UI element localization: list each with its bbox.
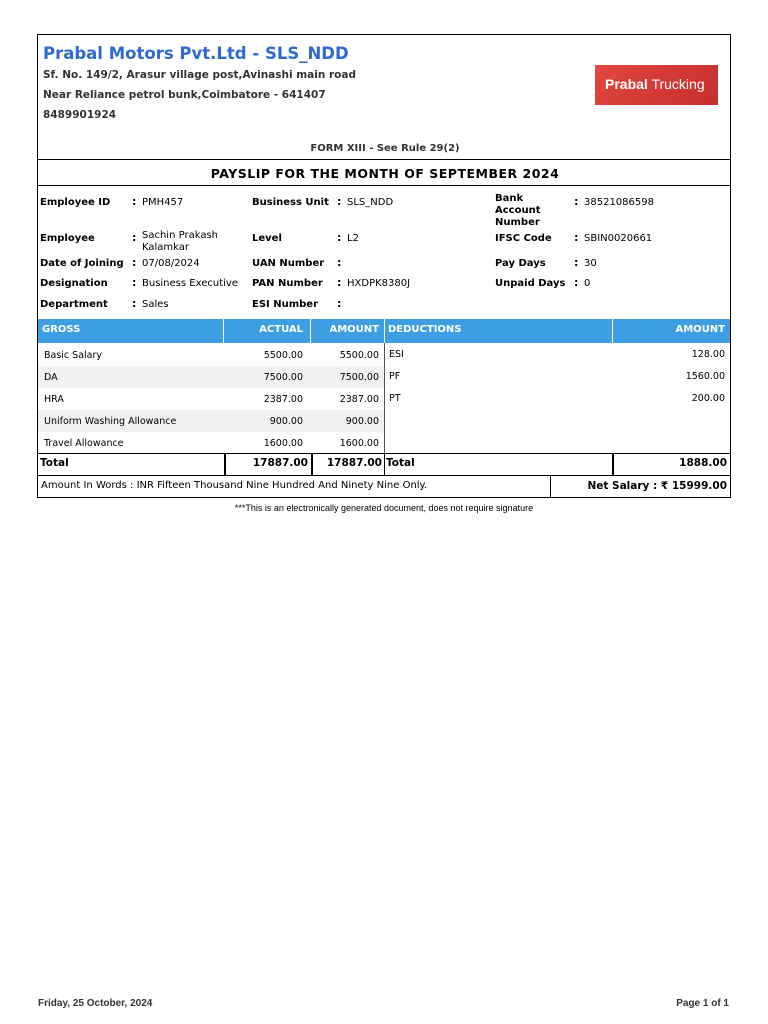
earning-actual: 900.00 [269, 416, 303, 427]
deduction-amount: 1560.00 [685, 371, 725, 382]
logo-text-prabal: Prabal [605, 76, 648, 92]
department-value: Sales [142, 299, 169, 310]
company-name: Prabal Motors Pvt.Ltd - SLS_NDD [43, 44, 349, 63]
payslip-title: PAYSLIP FOR THE MONTH OF SEPTEMBER 2024 [210, 166, 560, 181]
logo-text-trucking: Trucking [647, 76, 705, 92]
table-row [385, 388, 730, 410]
salary-table-header [38, 319, 730, 343]
company-logo [595, 65, 718, 105]
amount-header: AMOUNT [329, 324, 379, 335]
earning-actual: 5500.00 [263, 350, 303, 361]
earning-actual: 1600.00 [263, 438, 303, 449]
divider [38, 185, 730, 186]
designation-label: Designation [40, 278, 108, 289]
totals-row [38, 453, 730, 476]
deduction-name: ESI [389, 349, 404, 360]
colon: : [337, 195, 342, 208]
earning-amount: 5500.00 [339, 350, 379, 361]
earning-amount: 2387.00 [339, 394, 379, 405]
footer-date: Friday, 25 October, 2024 [38, 998, 153, 1009]
business-unit-value: SLS_NDD [347, 197, 394, 208]
colon: : [574, 276, 579, 289]
payslip-sheet [37, 34, 731, 498]
pan-number-value: HXDPK8380J [347, 278, 411, 289]
earning-amount: 1600.00 [339, 438, 379, 449]
earning-amount: 900.00 [345, 416, 379, 427]
employee-name-label: Employee [40, 233, 95, 244]
deductions-header: DEDUCTIONS [388, 324, 462, 335]
date-of-joining-value: 07/08/2024 [142, 258, 200, 269]
table-row [385, 344, 730, 366]
unpaid-days-label: Unpaid Days [495, 278, 566, 289]
business-unit-label: Business Unit [252, 197, 329, 208]
table-row [385, 366, 730, 388]
colon: : [132, 256, 137, 269]
net-salary: Net Salary : ₹ 15999.00 [587, 480, 727, 492]
employee-name-line2: Kalamkar [142, 242, 190, 253]
deduction-name: PT [389, 393, 401, 404]
earning-name: DA [44, 372, 58, 383]
ifsc-code-label: IFSC Code [495, 233, 552, 244]
deduction-amount: 128.00 [691, 349, 725, 360]
bank-account-label-line3: Number [495, 217, 540, 228]
colon: : [337, 256, 342, 269]
pay-days-value: 30 [584, 258, 597, 269]
ifsc-code-value: SBIN0020661 [584, 233, 653, 244]
table-row [38, 344, 384, 366]
bank-account-value: 38521086598 [584, 197, 654, 208]
employee-id-label: Employee ID [40, 197, 111, 208]
earnings-total-actual: 17887.00 [252, 457, 308, 469]
colon: : [132, 276, 137, 289]
company-address-line2: Near Reliance petrol bunk,Coimbatore - 641407 [43, 89, 326, 101]
uan-number-label: UAN Number [252, 258, 325, 269]
colon: : [337, 276, 342, 289]
level-value: L2 [347, 233, 359, 244]
colon: : [574, 231, 579, 244]
company-phone: 8489901924 [43, 109, 117, 121]
date-of-joining-label: Date of Joining [40, 258, 124, 269]
level-label: Level [252, 233, 282, 244]
net-salary-row [38, 475, 730, 497]
colon: : [132, 297, 137, 310]
earning-name: Uniform Washing Allowance [44, 416, 177, 427]
colon: : [132, 195, 137, 208]
amount-in-words: Amount In Words : INR Fifteen Thousand Nine Hundred And Ninety Nine Only. [41, 480, 428, 491]
table-row [38, 366, 384, 388]
deduction-amount: 200.00 [691, 393, 725, 404]
pay-days-label: Pay Days [495, 258, 546, 269]
earning-actual: 2387.00 [263, 394, 303, 405]
esi-number-label: ESI Number [252, 299, 319, 310]
table-row [38, 432, 384, 454]
department-label: Department [40, 299, 108, 310]
colon: : [132, 231, 137, 244]
earning-name: HRA [44, 394, 64, 405]
deduction-amount-header: AMOUNT [675, 324, 725, 335]
earning-amount: 7500.00 [339, 372, 379, 383]
actual-header: ACTUAL [259, 324, 303, 335]
earnings-total-amount: 17887.00 [326, 457, 382, 469]
signature-note: ***This is an electronically generated document, does not require signature [234, 503, 534, 513]
company-address-line1: Sf. No. 149/2, Arasur village post,Avinashi main road [43, 69, 356, 81]
table-row [38, 388, 384, 410]
divider [38, 159, 730, 160]
designation-value: Business Executive [142, 278, 238, 289]
pan-number-label: PAN Number [252, 278, 323, 289]
employee-name-line1: Sachin Prakash [142, 230, 218, 241]
table-row [38, 410, 384, 432]
footer-page-number: Page 1 of 1 [676, 998, 729, 1009]
employee-id-value: PMH457 [142, 197, 184, 208]
bank-account-label-line1: Bank [495, 193, 524, 204]
earning-actual: 7500.00 [263, 372, 303, 383]
bank-account-label-line2: Account [495, 205, 541, 216]
colon: : [337, 297, 342, 310]
colon: : [574, 195, 579, 208]
deductions-total-label: Total [386, 457, 415, 469]
colon: : [337, 231, 342, 244]
earning-name: Basic Salary [44, 350, 103, 361]
earning-name: Travel Allowance [44, 438, 124, 449]
colon: : [574, 256, 579, 269]
form-reference: FORM XIII - See Rule 29(2) [310, 143, 460, 154]
unpaid-days-value: 0 [584, 278, 591, 289]
deduction-name: PF [389, 371, 401, 382]
gross-header: GROSS [42, 324, 81, 335]
deductions-total-amount: 1888.00 [679, 457, 727, 469]
earnings-total-label: Total [40, 457, 69, 469]
